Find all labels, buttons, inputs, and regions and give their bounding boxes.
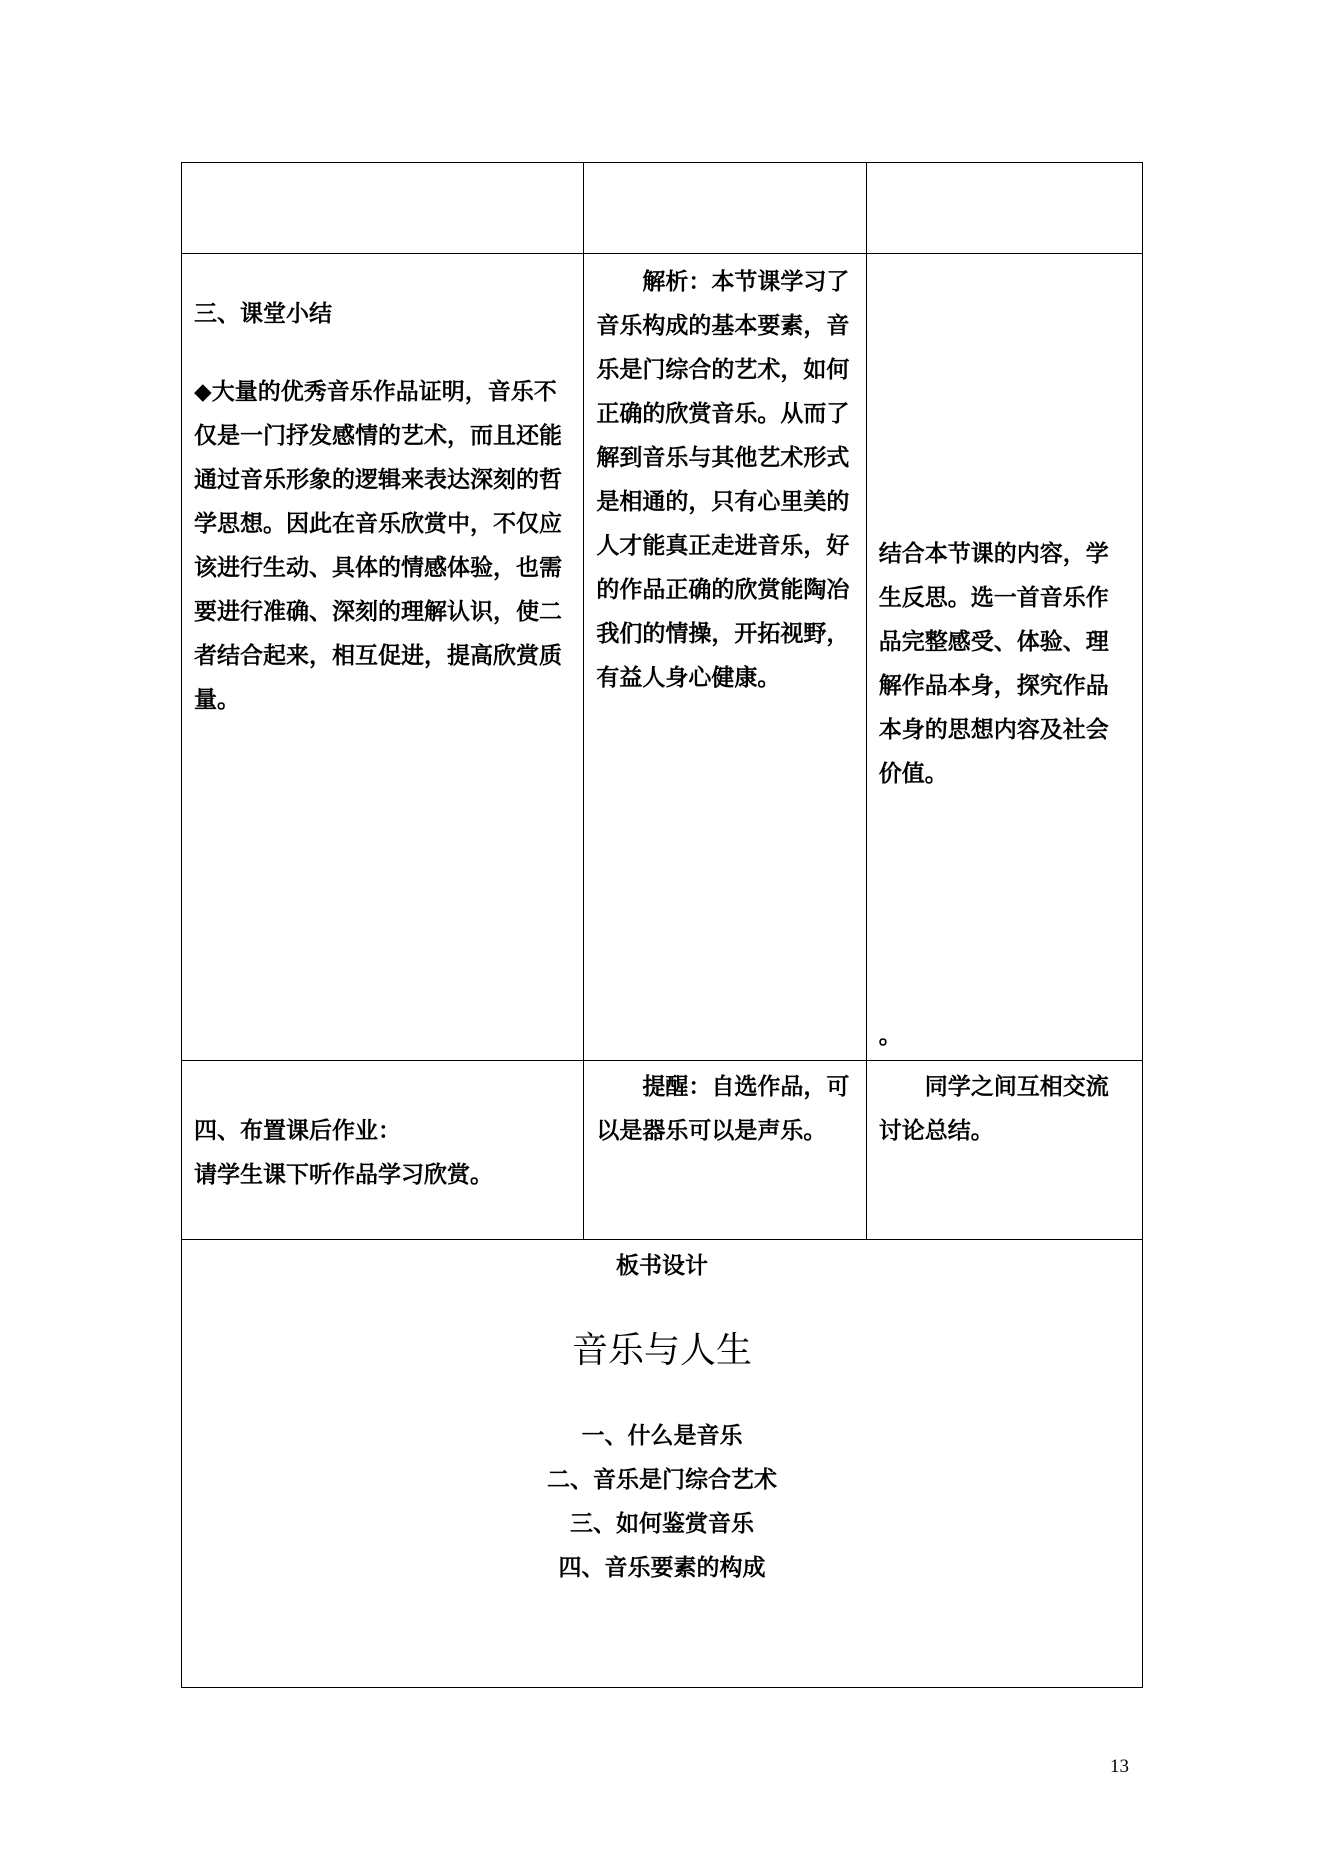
board-heading: 板书设计 <box>616 1252 708 1279</box>
summary-right-trailing: 。 <box>878 1022 902 1049</box>
lesson-plan-table <box>181 162 1143 1688</box>
summary-right-text: 结合本节课的内容，学生反思。选一首音乐作品完整感受、体验、理解作品本身，探究作品本身的思想内容及社会价值。 <box>878 540 1109 787</box>
table-row-summary <box>182 254 1143 1061</box>
board-item: 四、音乐要素的构成 <box>558 1554 766 1581</box>
summary-title: 三、课堂小结 <box>194 300 332 327</box>
homework-left-text: 请学生课下听作品学习欣赏。 <box>194 1161 493 1188</box>
homework-middle-text: 提醒：自选作品，可以是器乐可以是声乐。 <box>596 1073 850 1144</box>
table-cell <box>866 163 1142 254</box>
summary-left-cell <box>182 254 584 1061</box>
table-row-homework <box>182 1061 1143 1240</box>
board-outline <box>182 1414 1142 1590</box>
board-design-cell <box>182 1240 1143 1688</box>
summary-middle-text: 解析：本节课学习了音乐构成的基本要素，音乐是门综合的艺术，如何正确的欣赏音乐。从而了解到音乐与其他艺术形式是相通的，只有心里美的人才能真正走进音乐，好的作品正确的欣赏能陶冶我们的情操，开拓视野，有益人身心健康。 <box>596 268 850 691</box>
homework-right-text: 同学之间互相交流讨论总结。 <box>878 1073 1109 1144</box>
board-title: 音乐与人生 <box>571 1330 752 1371</box>
homework-right-cell <box>866 1061 1142 1240</box>
table-row-board <box>182 1240 1143 1688</box>
homework-left-cell <box>182 1061 584 1240</box>
board-item: 一、什么是音乐 <box>581 1422 743 1449</box>
homework-middle-cell <box>584 1061 866 1240</box>
summary-middle-cell <box>584 254 866 1061</box>
homework-title: 四、布置课后作业： <box>194 1117 401 1144</box>
board-item: 二、音乐是门综合艺术 <box>547 1466 777 1493</box>
table-cell <box>182 163 584 254</box>
board-item: 三、如何鉴赏音乐 <box>570 1510 754 1537</box>
table-row-empty <box>182 163 1143 254</box>
summary-right-cell <box>866 254 1142 1061</box>
page-number: 13 <box>1110 1756 1129 1777</box>
table-cell <box>584 163 866 254</box>
summary-left-text: ◆大量的优秀音乐作品证明，音乐不仅是一门抒发感情的艺术，而且还能通过音乐形象的逻辑来表达深刻的哲学思想。因此在音乐欣赏中，不仅应该进行生动、具体的情感体验，也需要进行准确、深刻的理解认识，使二者结合起来，相互促进，提高欣赏质量。 <box>194 378 562 713</box>
